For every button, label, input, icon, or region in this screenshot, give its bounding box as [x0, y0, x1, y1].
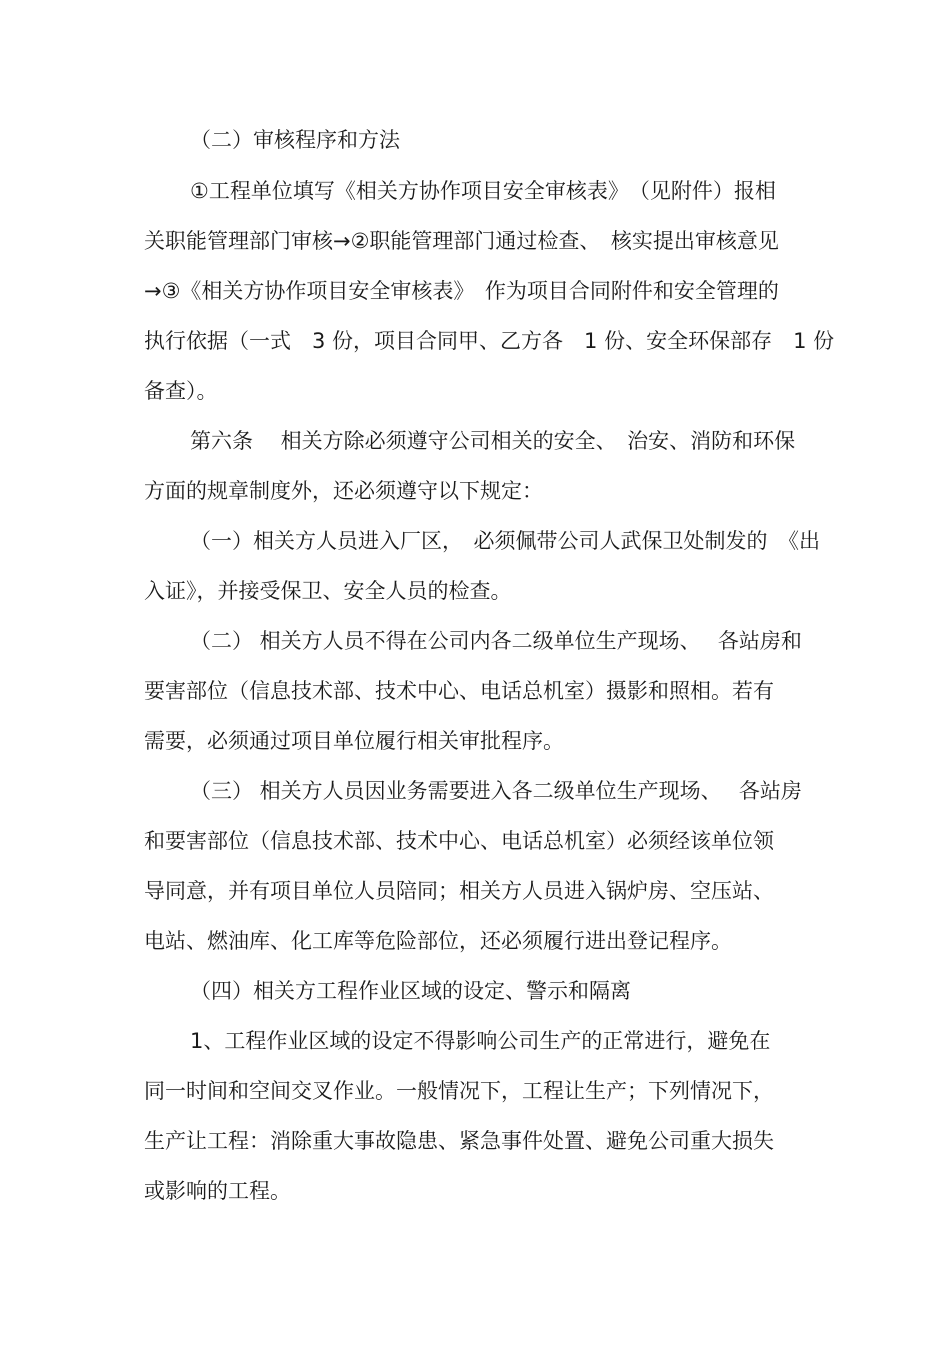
text-line: ①工程单位填写《相关方协作项目安全审核表》 （见附件）报相: [190, 179, 776, 203]
text-line: （二） 相关方人员不得在公司内各二级单位生产现场、 各站房和: [190, 629, 802, 653]
text-line: 需要，必须通过项目单位履行相关审批程序。: [144, 729, 564, 753]
text-line: 或影响的工程。: [144, 1179, 291, 1203]
text-line: 方面的规章制度外，还必须遵守以下规定：: [144, 479, 543, 503]
text-line: 1、工程作业区域的设定不得影响公司生产的正常进行，避免在: [190, 1029, 771, 1053]
text-line: （一）相关方人员进入厂区， 必须佩带公司人武保卫处制发的 《出: [190, 529, 820, 553]
text-line: 备查）。: [144, 379, 218, 403]
text-line: 生产让工程：消除重大事故隐患、紧急事件处置、避免公司重大损失: [144, 1129, 774, 1153]
text-line: 第六条 相关方除必须遵守公司相关的安全、 治安、消防和环保: [190, 429, 796, 453]
text-line: （二）审核程序和方法: [190, 128, 400, 152]
text-line: 入证》，并接受保卫、安全人员的检查。: [144, 579, 512, 603]
text-line: 关职能管理部门审核→②职能管理部门通过检查、 核实提出审核意见: [144, 229, 779, 253]
text-line: 同一时间和空间交叉作业。一般情况下，工程让生产；下列情况下，: [144, 1079, 774, 1103]
text-line: →③《相关方协作项目安全审核表》 作为项目合同附件和安全管理的: [144, 279, 779, 303]
text-line: （四）相关方工程作业区域的设定、警示和隔离: [190, 979, 631, 1003]
text-line: 电站、燃油库、化工库等危险部位，还必须履行进出登记程序。: [144, 929, 732, 953]
text-line: 导同意，并有项目单位人员陪同；相关方人员进入锅炉房、空压站、: [144, 879, 774, 903]
text-line: （三） 相关方人员因业务需要进入各二级单位生产现场、 各站房: [190, 779, 802, 803]
text-line: 执行依据（一式 3 份，项目合同甲、乙方各 1 份、安全环保部存 1 份: [144, 329, 835, 353]
text-line: 要害部位（信息技术部、技术中心、电话总机室）摄影和照相。若有: [144, 679, 774, 703]
text-line: 和要害部位（信息技术部、技术中心、电话总机室）必须经该单位领: [144, 829, 774, 853]
